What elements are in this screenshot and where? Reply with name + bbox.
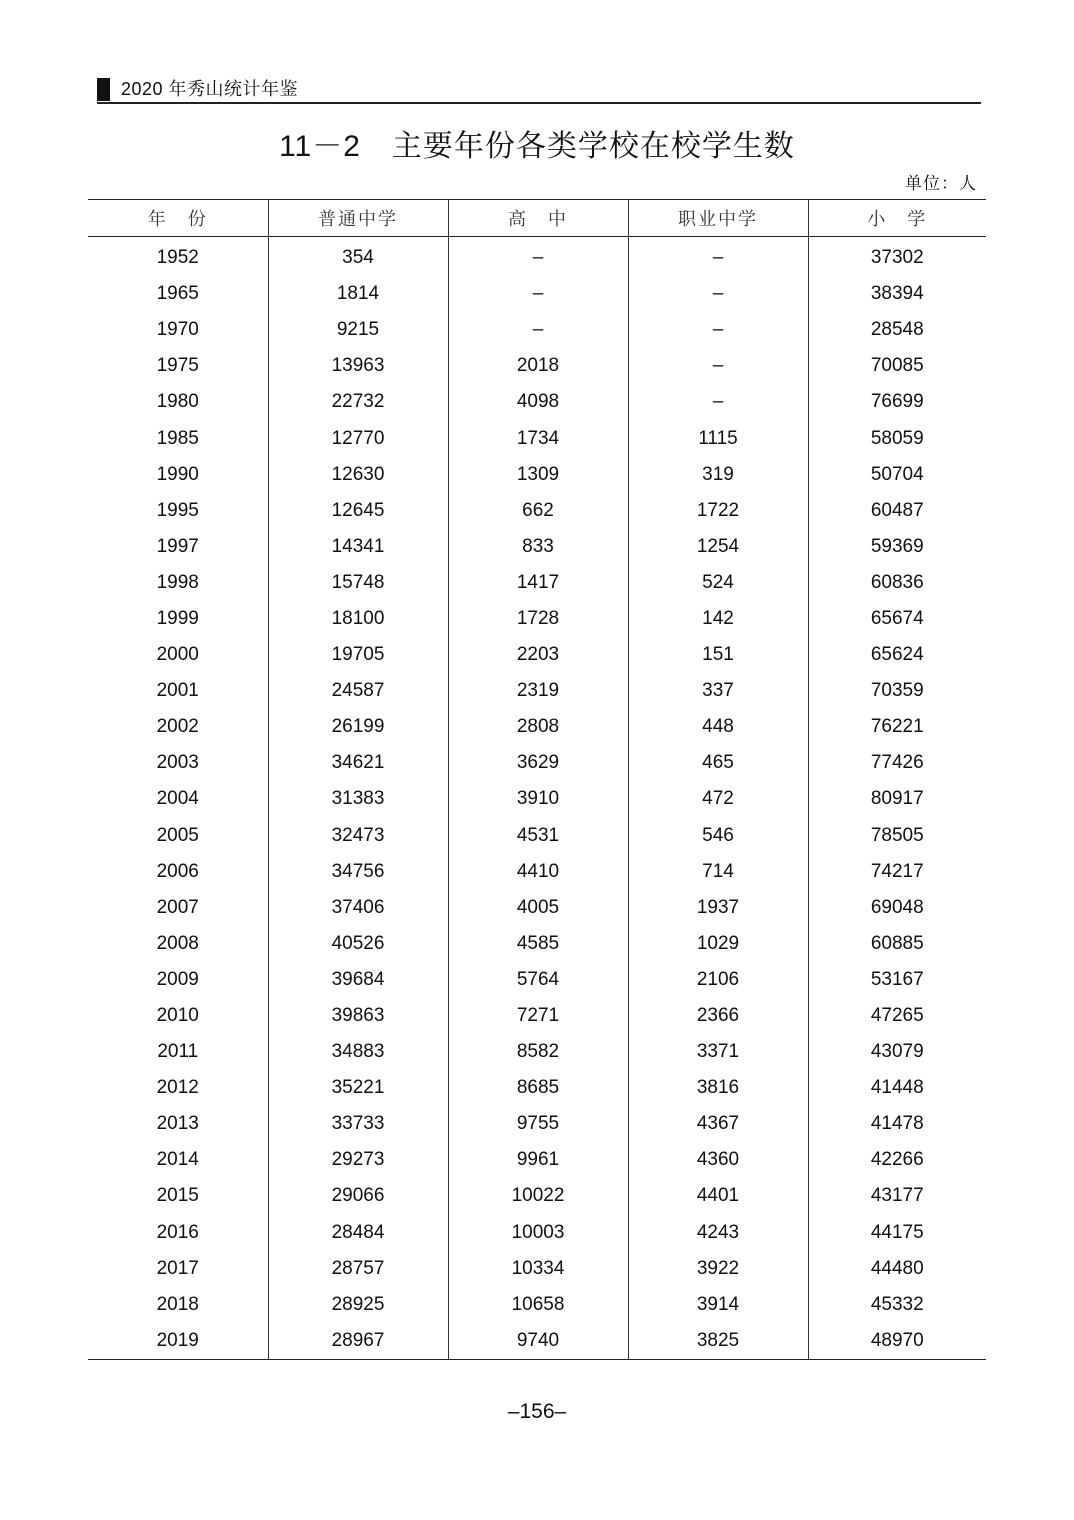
cell-primary-school: 45332 [808, 1287, 986, 1323]
cell-middle-school: 32473 [268, 818, 448, 854]
cell-vocational-school: 1029 [628, 926, 808, 962]
cell-year: 2010 [156, 1005, 199, 1027]
cell-primary-school: 58059 [808, 420, 986, 456]
cell-vocational-school: 3371 [628, 1034, 808, 1070]
table-row [88, 962, 986, 998]
cell-middle-school: 19705 [268, 637, 448, 673]
table-row [88, 1287, 986, 1323]
cell-high-school: 833 [448, 529, 628, 565]
table-row [88, 237, 986, 277]
cell-high-school: 3629 [448, 745, 628, 781]
cell-year: 1980 [156, 391, 199, 413]
cell-vocational-school: 1254 [628, 529, 808, 565]
cell-primary-school: 80917 [808, 781, 986, 817]
cell-middle-school: 13963 [268, 348, 448, 384]
cell-high-school: 1417 [448, 565, 628, 601]
cell-year: 1965 [156, 283, 199, 305]
cell-middle-school: 14341 [268, 529, 448, 565]
table-row [88, 493, 986, 529]
cell-high-school: 4005 [448, 890, 628, 926]
page-number: –156– [507, 1400, 567, 1423]
cell-middle-school: 33733 [268, 1106, 448, 1142]
cell-vocational-school: 151 [628, 637, 808, 673]
column-header-year: 年 份 [88, 200, 268, 237]
cell-high-school: 8582 [448, 1034, 628, 1070]
cell-year: 1975 [156, 355, 199, 377]
table-row [88, 1323, 986, 1360]
cell-vocational-school: 2106 [628, 962, 808, 998]
cell-middle-school: 40526 [268, 926, 448, 962]
table-row [88, 1034, 986, 1070]
cell-high-school: 3910 [448, 781, 628, 817]
cell-middle-school: 354 [268, 237, 448, 277]
cell-vocational-school: 714 [628, 854, 808, 890]
table-row [88, 565, 986, 601]
running-header [97, 76, 981, 104]
cell-primary-school: 76221 [808, 709, 986, 745]
cell-year: 2007 [156, 896, 199, 918]
cell-vocational-school: 319 [628, 457, 808, 493]
table-row [88, 1070, 986, 1106]
cell-high-school: 2319 [448, 673, 628, 709]
table-row [88, 312, 986, 348]
cell-vocational-school: – [628, 237, 808, 277]
cell-middle-school: 31383 [268, 781, 448, 817]
cell-year: 1970 [156, 319, 199, 341]
column-header-vocational-school: 职业中学 [628, 200, 808, 237]
cell-middle-school: 28925 [268, 1287, 448, 1323]
cell-vocational-school: 4360 [628, 1142, 808, 1178]
cell-high-school: 7271 [448, 998, 628, 1034]
cell-high-school: 662 [448, 493, 628, 529]
cell-middle-school: 34621 [268, 745, 448, 781]
cell-year: 1995 [156, 499, 199, 521]
header-marker-bar [97, 78, 110, 101]
cell-primary-school: 50704 [808, 457, 986, 493]
cell-year: 1999 [156, 607, 199, 629]
cell-high-school: 9740 [448, 1323, 628, 1360]
cell-vocational-school: 3816 [628, 1070, 808, 1106]
cell-vocational-school: 472 [628, 781, 808, 817]
cell-middle-school: 22732 [268, 384, 448, 420]
cell-high-school: 4531 [448, 818, 628, 854]
cell-middle-school: 1814 [268, 276, 448, 312]
cell-vocational-school: 4243 [628, 1215, 808, 1251]
table-row [88, 420, 986, 456]
cell-vocational-school: – [628, 312, 808, 348]
cell-high-school: – [448, 276, 628, 312]
cell-high-school: 1728 [448, 601, 628, 637]
cell-primary-school: 38394 [808, 276, 986, 312]
cell-high-school: 9961 [448, 1142, 628, 1178]
cell-middle-school: 18100 [268, 601, 448, 637]
cell-primary-school: 44480 [808, 1251, 986, 1287]
cell-vocational-school: 4367 [628, 1106, 808, 1142]
cell-primary-school: 65624 [808, 637, 986, 673]
table-row [88, 1251, 986, 1287]
cell-year: 2016 [156, 1221, 199, 1243]
running-header-title: 2020 年秀山统计年鉴 [121, 79, 299, 99]
cell-year: 2008 [156, 932, 199, 954]
cell-high-school: 2808 [448, 709, 628, 745]
table-row [88, 1142, 986, 1178]
cell-vocational-school: 1115 [628, 420, 808, 456]
cell-year: 2017 [156, 1257, 199, 1279]
cell-vocational-school: – [628, 276, 808, 312]
cell-primary-school: 59369 [808, 529, 986, 565]
cell-high-school: 2018 [448, 348, 628, 384]
cell-year: 2014 [156, 1149, 199, 1171]
cell-year: 2002 [156, 716, 199, 738]
cell-year: 2015 [156, 1185, 199, 1207]
cell-vocational-school: 3922 [628, 1251, 808, 1287]
table-title: 11－2 主要年份各类学校在校学生数 [279, 130, 795, 163]
table-row [88, 1178, 986, 1214]
cell-primary-school: 70359 [808, 673, 986, 709]
table-row [88, 709, 986, 745]
cell-high-school: 4098 [448, 384, 628, 420]
cell-vocational-school: 1722 [628, 493, 808, 529]
cell-primary-school: 60487 [808, 493, 986, 529]
cell-year: 1997 [156, 535, 199, 557]
table-row [88, 276, 986, 312]
cell-middle-school: 29273 [268, 1142, 448, 1178]
cell-high-school: 9755 [448, 1106, 628, 1142]
cell-middle-school: 35221 [268, 1070, 448, 1106]
cell-primary-school: 47265 [808, 998, 986, 1034]
cell-vocational-school: 337 [628, 673, 808, 709]
cell-year: 2013 [156, 1113, 199, 1135]
cell-year: 2018 [156, 1293, 199, 1315]
cell-year: 2003 [156, 752, 199, 774]
cell-middle-school: 12770 [268, 420, 448, 456]
cell-primary-school: 43177 [808, 1178, 986, 1214]
table-row [88, 348, 986, 384]
cell-high-school: 10003 [448, 1215, 628, 1251]
cell-primary-school: 77426 [808, 745, 986, 781]
table-row [88, 926, 986, 962]
cell-vocational-school: 2366 [628, 998, 808, 1034]
cell-primary-school: 42266 [808, 1142, 986, 1178]
cell-primary-school: 43079 [808, 1034, 986, 1070]
cell-vocational-school: 4401 [628, 1178, 808, 1214]
cell-vocational-school: 546 [628, 818, 808, 854]
table-row [88, 457, 986, 493]
cell-primary-school: 28548 [808, 312, 986, 348]
cell-high-school: 4410 [448, 854, 628, 890]
cell-year: 2019 [88, 1323, 268, 1360]
cell-primary-school: 37302 [808, 237, 986, 277]
cell-primary-school: 69048 [808, 890, 986, 926]
cell-year: 1952 [156, 247, 199, 269]
cell-high-school: 10022 [448, 1178, 628, 1214]
cell-high-school: 1309 [448, 457, 628, 493]
cell-middle-school: 9215 [268, 312, 448, 348]
column-header-primary-school: 小 学 [808, 200, 986, 237]
table-row [88, 673, 986, 709]
cell-vocational-school: 1937 [628, 890, 808, 926]
table-row [88, 529, 986, 565]
cell-middle-school: 39863 [268, 998, 448, 1034]
cell-middle-school: 34883 [268, 1034, 448, 1070]
cell-year: 2004 [156, 788, 199, 810]
cell-middle-school: 28757 [268, 1251, 448, 1287]
cell-vocational-school: 3825 [628, 1323, 808, 1360]
table-row [88, 781, 986, 817]
cell-middle-school: 12630 [268, 457, 448, 493]
column-header-high-school: 高 中 [448, 200, 628, 237]
cell-vocational-school: 142 [628, 601, 808, 637]
cell-primary-school: 60836 [808, 565, 986, 601]
table-body [88, 237, 986, 1360]
cell-primary-school: 60885 [808, 926, 986, 962]
cell-year: 2000 [156, 644, 199, 666]
cell-primary-school: 78505 [808, 818, 986, 854]
table-row [88, 998, 986, 1034]
cell-middle-school: 29066 [268, 1178, 448, 1214]
cell-primary-school: 41448 [808, 1070, 986, 1106]
cell-middle-school: 37406 [268, 890, 448, 926]
cell-high-school: 10658 [448, 1287, 628, 1323]
table-row [88, 637, 986, 673]
table-row [88, 1215, 986, 1251]
table-row [88, 1106, 986, 1142]
cell-middle-school: 28967 [268, 1323, 448, 1360]
cell-vocational-school: 524 [628, 565, 808, 601]
cell-year: 2006 [156, 860, 199, 882]
cell-year: 2012 [156, 1077, 199, 1099]
column-header-middle-school: 普通中学 [268, 200, 448, 237]
table-row [88, 745, 986, 781]
cell-year: 2005 [156, 824, 199, 846]
cell-middle-school: 15748 [268, 565, 448, 601]
cell-primary-school: 65674 [808, 601, 986, 637]
cell-year: 1998 [156, 571, 199, 593]
student-enrollment-table [88, 199, 986, 1360]
cell-vocational-school: 465 [628, 745, 808, 781]
cell-vocational-school: 3914 [628, 1287, 808, 1323]
table-row [88, 384, 986, 420]
cell-primary-school: 48970 [808, 1323, 986, 1360]
table-row [88, 854, 986, 890]
cell-high-school: 8685 [448, 1070, 628, 1106]
cell-middle-school: 24587 [268, 673, 448, 709]
cell-primary-school: 41478 [808, 1106, 986, 1142]
table-row [88, 890, 986, 926]
table-header-row [88, 200, 986, 237]
cell-primary-school: 44175 [808, 1215, 986, 1251]
cell-primary-school: 53167 [808, 962, 986, 998]
cell-middle-school: 34756 [268, 854, 448, 890]
cell-high-school: – [448, 312, 628, 348]
cell-high-school: 1734 [448, 420, 628, 456]
cell-vocational-school: – [628, 384, 808, 420]
cell-high-school: – [448, 237, 628, 277]
cell-vocational-school: 448 [628, 709, 808, 745]
table-row [88, 818, 986, 854]
cell-year: 1985 [156, 427, 199, 449]
table-row [88, 601, 986, 637]
cell-high-school: 5764 [448, 962, 628, 998]
cell-high-school: 4585 [448, 926, 628, 962]
cell-middle-school: 26199 [268, 709, 448, 745]
cell-vocational-school: – [628, 348, 808, 384]
cell-primary-school: 70085 [808, 348, 986, 384]
cell-high-school: 10334 [448, 1251, 628, 1287]
unit-label: 单位：人 [905, 174, 977, 193]
cell-year: 2001 [156, 680, 199, 702]
cell-high-school: 2203 [448, 637, 628, 673]
cell-primary-school: 76699 [808, 384, 986, 420]
cell-middle-school: 39684 [268, 962, 448, 998]
cell-middle-school: 12645 [268, 493, 448, 529]
cell-primary-school: 74217 [808, 854, 986, 890]
cell-year: 1990 [156, 463, 199, 485]
cell-year: 2009 [156, 968, 199, 990]
cell-year: 2011 [157, 1041, 199, 1063]
cell-middle-school: 28484 [268, 1215, 448, 1251]
